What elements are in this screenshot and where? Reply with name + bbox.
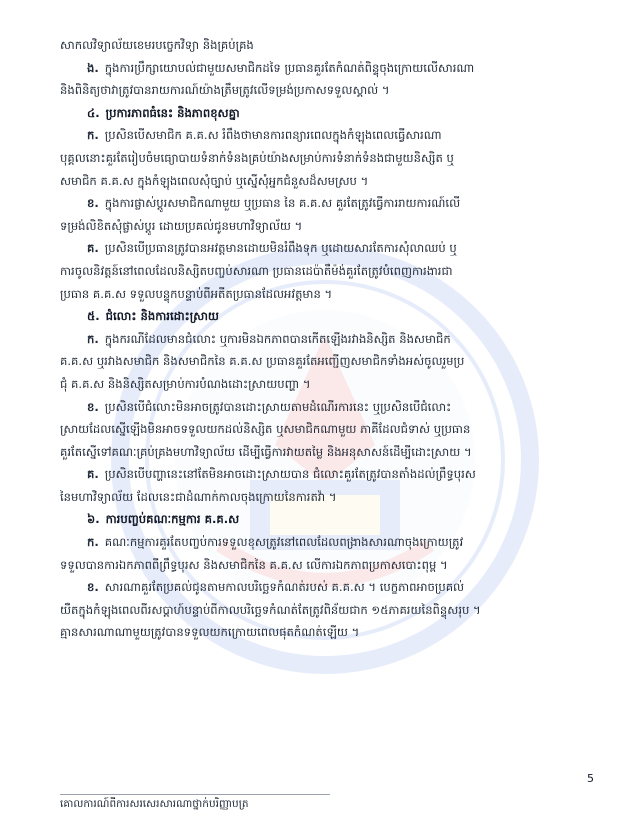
section-title: ជំលោះ និងការដោះស្រាយ [105,309,219,324]
text-line [60,396,592,419]
line-text: ប្រសិនបើបញ្ហានេះនៅតែមិនអាចដោះស្រាយបាន ជំលោះគួរតែត្រូវបានតាំងដល់ព្រឹទ្ធបុរស [104,467,476,482]
line-text: ក្នុងការផ្លាស់ប្ដូរសមាជិកណាមួយ ឬប្រធាន នៃ គ.គ.ស គួរតែត្រូវធ្វើការរាយការណ៍លើ [104,196,461,211]
line-text: សមាជិក គ.គ.ស ក្នុងកំឡុងពេលសុំច្បាប់ ឬស្នើសុំអ្នកជំនួសដ៏សមស្រប ។ [60,173,369,188]
text-line [60,260,592,283]
line-text: សារណាគួរតែប្រគល់ជូនតាមកាលបរិច្ឆេទកំណត់របស់ គ.គ.ស ។ បេក្ខភាពអាចប្រគល់ [104,580,465,595]
section-heading [60,305,592,328]
line-text: ប្រសិនបើជំលោះមិនអាចត្រូវបានដោះស្រាយតាមដំណើរការនេះ ឬប្រសិនបើជំលោះ [104,399,452,414]
text-line [60,57,592,80]
line-text: ទម្រង់លិខិតសុំផ្លាស់ប្ដូរ ដោយប្រគល់ជូនមហាវិទ្យាល័យ ។ [60,218,303,233]
line-text: បុគ្គលនោះគួរតែរៀបចំមធ្យោបាយទំនាក់ទំនងគ្រប់យ៉ាងសម្រាប់ការទំនាក់ទំនងជាមួយនិស្សិត ឬ [60,150,454,165]
item-number: ក. [87,331,99,346]
line-text: គ្មានសារណាណាមួយត្រូវបានទទួលយកក្រោយពេលផុតកំណត់ឡើយ ។ [60,625,360,640]
text-line [60,170,592,193]
text-line [60,554,592,577]
section-number: ៦. [87,512,100,527]
section-number: ៥. [87,309,100,324]
item-number: គ. [87,241,99,256]
line-text: ទទួលបានការឯកភាពពីព្រឹទ្ធបុរស និងសមាជិកនៃ គ.គ.ស លើការឯកភាពប្រកាសបោះពុម្ព ។ [60,557,448,572]
line-text: នៃមហាវិទ្យាល័យ ដែលនេះជាដំណាក់កាលចុងក្រោយនៃការតវ៉ា ។ [60,489,337,504]
text-line [60,418,592,441]
text-line [60,328,592,351]
text-line [60,463,592,486]
text-line [60,441,592,464]
item-number: ង. [87,60,99,75]
item-number: ខ. [87,580,99,595]
line-text: ការចូលនិវត្តន៍នៅពេលដែលនិស្សិតបញ្ចប់សារណា ប្រធានដេប៉ាតឺម៉ង់គួរតែត្រូវបំពេញការងារជា [60,263,453,278]
page-number: 5 [587,772,594,785]
item-number: ក. [87,128,99,143]
section-title: ការបញ្ចប់គណៈកម្មការ គ.គ.ស [105,512,240,527]
text-line [60,621,592,644]
text-line [60,373,592,396]
line-text: គួរតែស្នើទៅគណៈគ្រប់គ្រងមហាវិទ្យាល័យ ដើម្បីធ្វើការវាយតម្លៃ និងអនុសាសន៍ដើម្បីដោះស្រាយ ។ [60,444,472,459]
section-title: ប្រការភាពធំនេះ និងភាពខុសគ្នា [105,105,240,120]
item-number: ខ. [87,196,99,211]
item-number: គ. [87,467,99,482]
line-text: ក្នុងការប្រឹក្សាយោបល់ជាមួយសមាជិកដទៃ ប្រធានគួរតែកំណត់ពិន្ទុចុងក្រោយលើសារណា [104,60,475,75]
line-text: ស្រាយដែលស្នើឡើងមិនអាចទទួលយកដល់និស្សិត ឬសមាជិកណាមួយ ភាគីដែលជំទាស់ ឬប្រធាន [60,422,471,437]
line-text: គ.គ.ស ឬរវាងសមាជិក និងសមាជិកនៃ គ.គ.ស ប្រធានគួរតែអញ្ជើញសមាជិកទាំងអស់ចូលរួមប្រ [60,354,465,369]
text-line [60,576,592,599]
text-line [60,147,592,170]
text-line [60,350,592,373]
document-body [60,34,592,644]
text-line [60,79,592,102]
line-text: គណៈកម្មការគួរតែបញ្ចប់ការទទួលខុសត្រូវនៅពេលដែលពង្រាងសារណាចុងក្រោយត្រូវ [104,535,464,550]
text-line [60,34,592,57]
line-text: ជុំ គ.គ.ស និងនិស្សិតសម្រាប់ការបំណងដោះស្រាយបញ្ហា ។ [60,376,311,391]
line-text: ក្នុងករណីដែលមានជំលោះ ឬការមិនឯកភាពបានកើតឡើងរវាងនិស្សិត និងសមាជិក [104,331,451,346]
text-line [60,283,592,306]
text-line [60,237,592,260]
section-number: ៤. [87,105,100,120]
line-text: និងពិនិត្យថាវាត្រូវបានរាយការណ៍យ៉ាងត្រឹមត្រូវលើទម្រង់ប្រកាសទទួលស្គាល់ ។ [60,83,390,98]
text-line [60,531,592,554]
item-number: ខ. [87,399,99,414]
line-text: ប្រធាន គ.គ.ស ទទួលបន្ទុកបន្ទាប់ពីអតីតប្រធានដែលអវត្តមាន ។ [60,286,333,301]
line-text: ប្រសិនបើប្រធានត្រូវបានអវត្តមានដោយមិនរំពឹងទុក ឬដោយសារតែការសុំលាឈប់ ឬ [104,241,457,256]
footer-divider [60,794,330,795]
section-heading [60,102,592,125]
line-text: យឺតក្នុងកំឡុងពេលពីរសប្ដាហ៍បន្ទាប់ពីកាលបរិច្ឆេទកំណត់តែត្រូវពិន័យជាក ១៥ភាគរយនៃពិន្ទុសរុប ។ [60,602,481,617]
item-number: ក. [87,535,99,550]
text-line [60,486,592,509]
text-line [60,192,592,215]
section-heading [60,508,592,531]
text-line [60,215,592,238]
footer-title: គោលការណ៍ពីការសរសេរសារណាថ្នាក់បរិញ្ញាបត្រ [60,798,249,810]
line-text: សាកលវិទ្យាល័យខេមរបច្ចេកវិទ្យា និងគ្រប់គ្រង [60,38,254,52]
line-text: ប្រសិនបើសមាជិក គ.គ.ស រំពឹងថាមានការពន្យារពេលក្នុងកំឡុងពេលធ្វើសារណា [104,128,442,143]
text-line [60,599,592,622]
text-line [60,124,592,147]
